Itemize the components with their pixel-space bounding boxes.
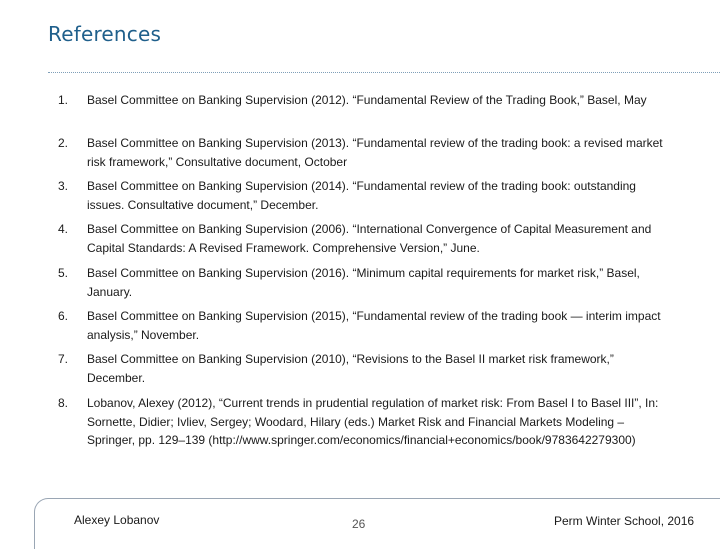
reference-text: Basel Committee on Banking Supervision (2012). “Fundamental Review of the Trading Book,” Basel, May [87,93,647,107]
footer-page-number: 26 [352,517,366,531]
reference-text: Basel Committee on Banking Supervision (2013). “Fundamental review of the trading book: a revised market risk framework,” Consultative document, October [87,136,663,169]
reference-number: 1. [58,93,69,107]
reference-number: 4. [58,222,69,236]
reference-number: 5. [58,266,69,280]
reference-number: 3. [58,179,69,193]
footer-event: Perm Winter School, 2016 [554,514,695,528]
reference-text: Basel Committee on Banking Supervision (2006). “International Convergence of Capital Measurement and Capital Standards: A Revised Framework. Comprehensive Version,” June. [87,222,652,255]
reference-text: Basel Committee on Banking Supervision (2015), “Fundamental review of the trading book — interim impact analysis,” November. [87,309,661,342]
reference-number: 2. [58,136,69,150]
reference-number: 6. [58,309,69,323]
reference-number: 7. [58,352,69,366]
page-title: References [48,22,162,46]
footer-author: Alexey Lobanov [74,513,160,527]
reference-text: Basel Committee on Banking Supervision (2016). “Minimum capital requirements for market risk,” Basel, January. [87,266,640,299]
reference-text: Basel Committee on Banking Supervision (2014). “Fundamental review of the trading book: outstanding issues. Consultative document,” December. [87,179,636,212]
reference-text: Lobanov, Alexey (2012), “Current trends in prudential regulation of market risk: From Basel I to Basel III”, In: Sornette, Didier; Ivliev, Sergey; Woodard, Hilary (eds.) Market Risk and Financial Markets Modeling – Springer, pp. 129–139 (http://www.springer.com/economics/financial+economics/book/9783642279300) [87,396,659,447]
reference-text: Basel Committee on Banking Supervision (2010), “Revisions to the Basel II market risk framework,” December. [87,352,614,385]
reference-number: 8. [58,396,69,410]
